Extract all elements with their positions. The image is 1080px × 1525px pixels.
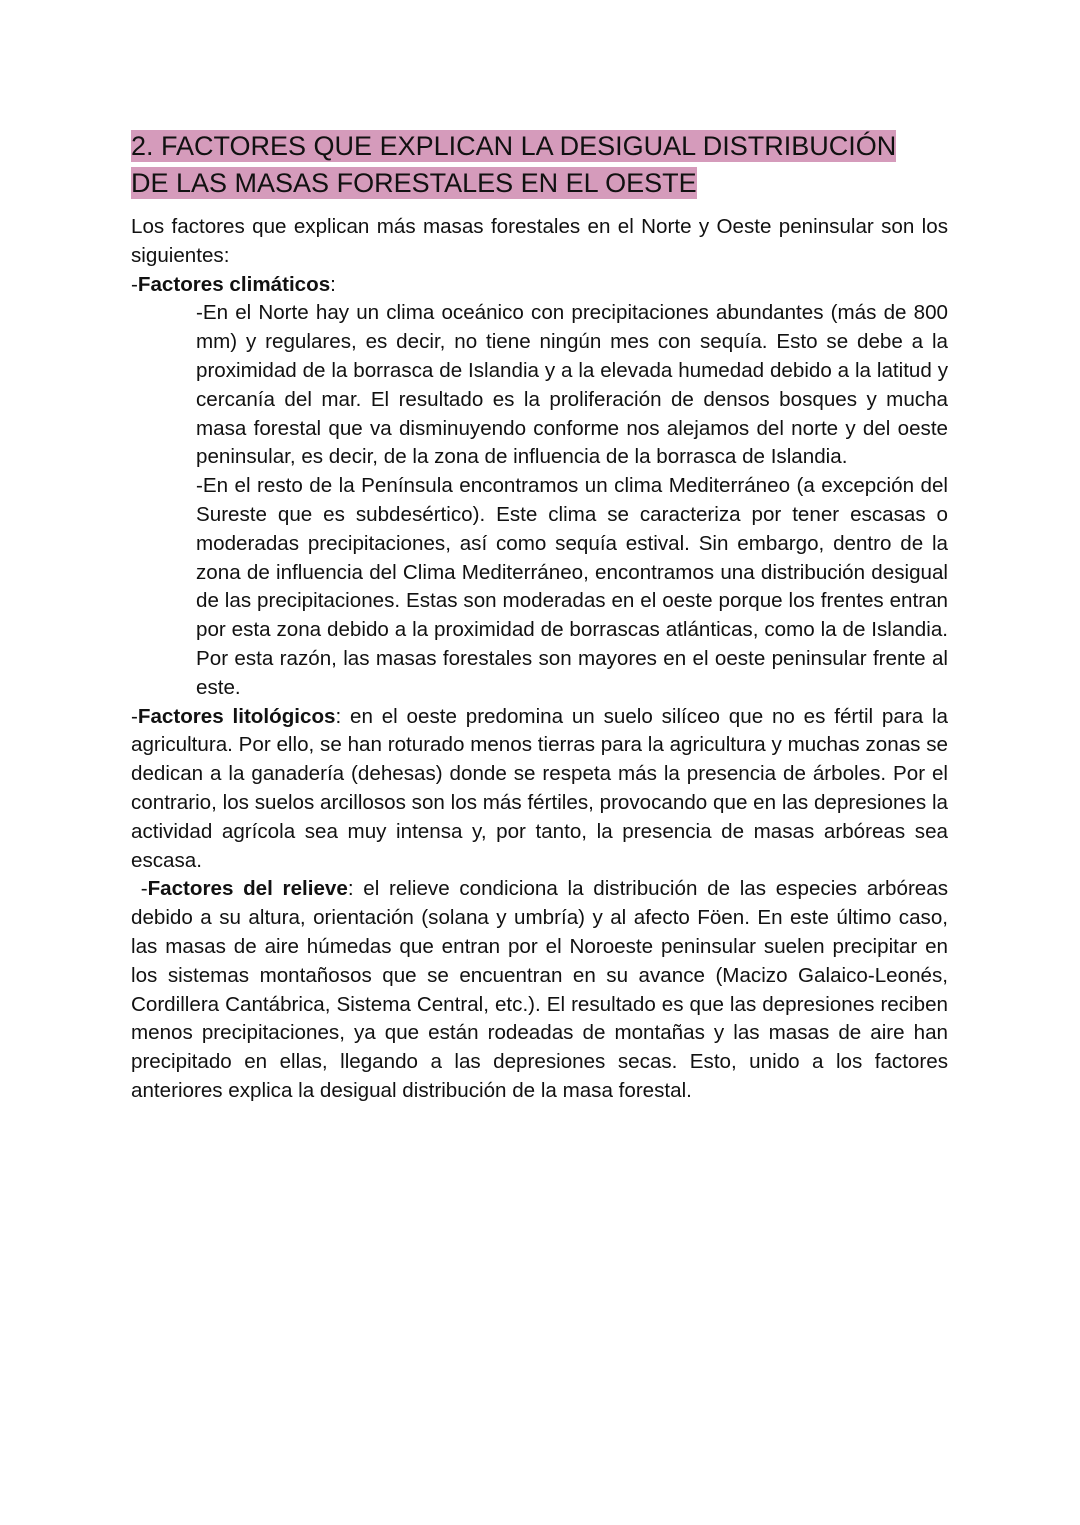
heading-highlight: [131, 130, 896, 199]
lithologic-factors-paragraph: [131, 703, 948, 876]
climatic-suffix: :: [330, 272, 336, 296]
lithologic-title: Factores litológicos: [137, 704, 336, 728]
document-page: [131, 128, 948, 1106]
climatic-title: Factores climáticos: [137, 272, 331, 296]
lithologic-text: : en el oeste predomina un suelo silíceo que no es fértil para la agricultura. Por ello, se han roturado menos tierras para la agricultura y muchas zonas se dedican a la ganadería (dehesas) donde se respeta más la presencia de árboles. Por el contrario, los suelos arcillosos son los más fértiles, provocando que en las depresiones la actividad agrícola sea muy intensa y, por tanto, la presencia de masas arbóreas sea escasa.: [131, 704, 948, 872]
climatic-factors-heading: [131, 271, 948, 300]
climatic-rest-paragraph: -En el resto de la Península encontramos un clima Mediterráneo (a excepción del Sureste que es subdesértico). Este clima se caracteriza por tener escasas o moderadas precipitaciones, así como sequía estival. Sin embargo, dentro de la zona de influencia del Clima Mediterráneo, encontramos una distribución desigual de las precipitaciones. Estas son moderadas en el oeste porque los frentes entran por esta zona debido a la proximidad de borrascas atlánticas, como la de Islandia. Por esta razón, las masas forestales son mayores en el oeste peninsular frente al este.: [196, 474, 948, 699]
climatic-prefix: -: [131, 272, 138, 296]
relief-text: : el relieve condiciona la distribución de las especies arbóreas debido a su altura, orientación (solana y umbría) y al afecto Föen. En este último caso, las masas de aire húmedas que entran por el Noroeste peninsular suelen precipitar en los sistemas montañosos que se encuentran en su avance (Macizo Galaico-Leonés, Cordillera Cantábrica, Sistema Central, etc.). El resultado es que las depresiones reciben menos precipitaciones, ya que están rodeadas de montañas y las masas de aire han precipitado en ellas, llegando a las depresiones secas. Esto, unido a los factores anteriores explica la desigual distribución de la masa forestal.: [131, 877, 949, 1102]
climatic-north-paragraph: -En el Norte hay un clima oceánico con precipitaciones abundantes (más de 800 mm) y regulares, es decir, no tiene ningún mes con sequía. Esto se debe a la proximidad de la borrasca de Islandia y a la elevada humedad debido a la latitud y cercanía del mar. El resultado es la proliferación de densos bosques y mucha masa forestal que va disminuyendo conforme nos alejamos del norte y del oeste peninsular, es decir, de la zona de influencia de la borrasca de Islandia.: [196, 301, 948, 469]
relief-prefix: -: [131, 877, 148, 901]
intro-paragraph: Los factores que explican más masas forestales en el Norte y Oeste peninsular son los siguientes:: [131, 215, 948, 267]
section-heading: [131, 128, 948, 202]
lithologic-prefix: -: [131, 704, 138, 728]
relief-factors-paragraph: [131, 875, 948, 1105]
heading-line-2: DE LAS MASAS FORESTALES EN EL OESTE: [131, 168, 697, 198]
relief-title: Factores del relieve: [147, 877, 348, 901]
heading-line-1: 2. FACTORES QUE EXPLICAN LA DESIGUAL DISTRIBUCIÓN: [131, 131, 897, 161]
